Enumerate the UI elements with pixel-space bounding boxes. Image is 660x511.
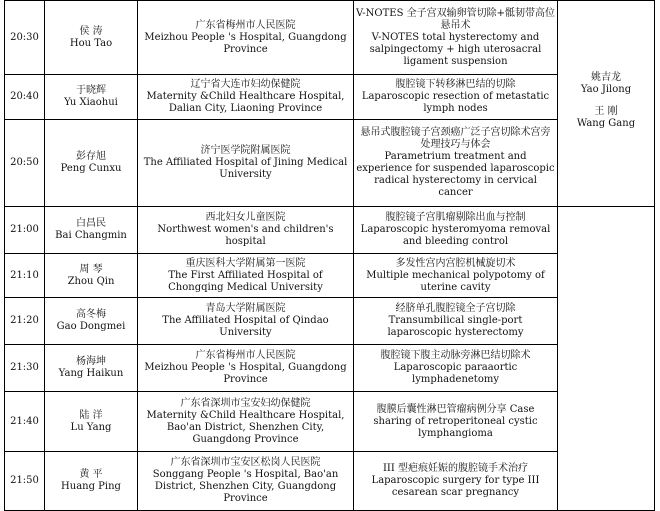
speaker-name-zh: 陆 洋 (79, 409, 103, 421)
speaker-name-zh: 白昌民 (76, 218, 106, 229)
speaker-name-en: Yu Xiaohui (64, 97, 118, 108)
hospital-name-en: Songgang People 's Hospital, Bao'an District, Shenzhen City, Guangdong Province (152, 469, 339, 504)
topic-zh: 腹腔镜下转移淋巴结的切除 (395, 79, 516, 90)
hospital-cell (138, 75, 354, 120)
chair-name-zh: 姚吉龙 (591, 71, 621, 83)
topic-cell (354, 392, 558, 452)
topic-en: Parametrium treatment and experience for suspended laparoscopic radical hysterectomy in cervical cancer (356, 151, 555, 198)
chair-name-en: Wang Gang (576, 117, 636, 129)
hospital-name-en: The Affiliated Hospital of Qindao University (162, 315, 329, 338)
time-cell: 21:00 (5, 207, 45, 254)
speaker-cell (45, 345, 138, 392)
topic-en: Laparoscopic hysteromyoma removal and bleeding control (360, 224, 551, 247)
topic-zh: 腹腔镜下腹主动脉旁淋巴结切除术 (380, 350, 531, 361)
table-row (5, 1, 655, 75)
time-cell: 20:50 (5, 120, 45, 207)
topic-zh: 腹膜后囊性淋巴管瘤病例分享 Case (376, 403, 535, 415)
speaker-cell (45, 120, 138, 207)
topic-zh: 经脐单孔腹腔镜全子宫切除 (395, 303, 516, 314)
hospital-cell (138, 207, 354, 254)
topic-cell (354, 452, 558, 511)
speaker-name-zh: 彭存旭 (76, 151, 106, 162)
table-row (5, 392, 655, 452)
hospital-name-en: The Affiliated Hospital of Jining Medical University (143, 157, 348, 180)
speaker-cell (45, 392, 138, 452)
speaker-cell (45, 298, 138, 345)
topic-cell (354, 120, 558, 207)
speaker-name-zh: 杨海坤 (76, 356, 106, 367)
hospital-name-zh: 西北妇女儿童医院 (205, 212, 286, 223)
topic-cell (354, 254, 558, 298)
topic-en: Transumbilical single-port laparoscopic hysterectomy (387, 315, 524, 338)
topic-zh: 悬吊式腹腔镜子宫颈癌广泛子宫切除术宫旁处理技巧与体会 (360, 127, 551, 150)
hospital-name-zh: 广东省梅州市人民医院 (195, 19, 296, 31)
topic-zh: 腹腔镜子宫肌瘤剔除出血与控制 (385, 212, 526, 223)
table-row (5, 298, 655, 345)
empty-chair-cell (558, 207, 655, 511)
chair-cell (558, 1, 655, 207)
hospital-cell (138, 392, 354, 452)
speaker-name-zh: 高冬梅 (76, 309, 106, 320)
chair-name-en: Yao Jilong (580, 83, 632, 95)
hospital-cell (138, 254, 354, 298)
speaker-name-zh: 黄 平 (79, 469, 103, 480)
topic-zh: III 型疤痕妊娠的腹腔镜手术治疗 (382, 463, 529, 474)
topic-en: Laparoscopic paraaortic lymphadenetomy (393, 362, 518, 385)
speaker-name-en: Peng Cunxu (60, 163, 122, 174)
time-cell: 21:10 (5, 254, 45, 298)
hospital-name-en: The First Affiliated Hospital of Chongqing Medical University (168, 269, 323, 293)
speaker-name-en: Yang Haikun (58, 368, 124, 379)
speaker-name-zh: 周 琴 (79, 263, 103, 275)
hospital-name-zh: 广东省梅州市人民医院 (195, 350, 296, 361)
chair-name-zh: 王 刚 (594, 105, 618, 117)
topic-cell (354, 345, 558, 392)
hospital-name-zh: 广东省深圳市宝安区松岗人民医院 (170, 457, 321, 468)
hospital-name-en: Maternity &Child Healthcare Hospital, Dalian City, Liaoning Province (146, 91, 345, 114)
time-cell: 20:30 (5, 1, 45, 75)
speaker-cell (45, 75, 138, 120)
hospital-name-zh: 青岛大学附属医院 (205, 303, 286, 314)
speaker-name-en: Zhou Qin (67, 275, 115, 287)
hospital-name-en: Maternity &Child Healthcare Hospital, Bao'an District, Shenzhen City, Guangdong Province (146, 409, 345, 445)
topic-cell (354, 75, 558, 120)
topic-cell (354, 207, 558, 254)
hospital-name-zh: 重庆医科大学附属第一医院 (185, 257, 306, 269)
hospital-cell (138, 1, 354, 75)
time-cell: 20:40 (5, 75, 45, 120)
schedule-table (4, 0, 655, 511)
table-row (5, 75, 655, 120)
topic-en: sharing of retroperitoneal cystic lymphangioma (373, 415, 538, 439)
time-cell: 21:50 (5, 452, 45, 511)
time-cell: 21:20 (5, 298, 45, 345)
hospital-name-zh: 广东省深圳市宝安妇幼保健院 (180, 397, 311, 409)
topic-en: Multiple mechanical polypotomy of uterine cavity (366, 269, 545, 293)
speaker-name-en: Hou Tao (69, 37, 113, 49)
hospital-name-en: Meizhou People 's Hospital, Guangdong Province (144, 31, 347, 55)
speaker-name-en: Bai Changmin (55, 230, 127, 241)
table-row (5, 452, 655, 511)
speaker-name-zh: 侯 涛 (79, 25, 103, 37)
hospital-cell (138, 452, 354, 511)
hospital-cell (138, 298, 354, 345)
table-row (5, 345, 655, 392)
speaker-cell (45, 207, 138, 254)
hospital-cell (138, 120, 354, 207)
table-row (5, 120, 655, 207)
topic-en: V-NOTES total hysterectomy and salpingectomy + high uterosacral ligament suspension (369, 31, 542, 67)
hospital-name-en: Northwest women's and children's hospital (157, 224, 334, 247)
hospital-name-zh: 济宁医学院附属医院 (200, 145, 291, 156)
table-row (5, 207, 655, 254)
speaker-cell (45, 1, 138, 75)
topic-zh: V-NOTES 全子宫双输卵管切除+骶韧带高位悬吊术 (356, 7, 556, 31)
speaker-name-en: Huang Ping (61, 481, 121, 492)
time-cell: 21:40 (5, 392, 45, 452)
speaker-name-zh: 于晓辉 (76, 85, 106, 96)
hospital-cell (138, 345, 354, 392)
hospital-name-zh: 辽宁省大连市妇幼保健院 (190, 79, 301, 90)
topic-cell (354, 1, 558, 75)
table-row (5, 254, 655, 298)
speaker-cell (45, 452, 138, 511)
time-cell: 21:30 (5, 345, 45, 392)
hospital-name-en: Meizhou People 's Hospital, Guangdong Province (144, 362, 347, 385)
topic-cell (354, 298, 558, 345)
topic-en: Laparoscopic resection of metastatic lymph nodes (361, 91, 550, 114)
speaker-name-en: Gao Dongmei (56, 321, 126, 332)
speaker-cell (45, 254, 138, 298)
speaker-name-en: Lu Yang (70, 421, 112, 433)
topic-zh: 多发性宫内宫腔机械旋切术 (395, 257, 516, 269)
topic-en: Laparoscopic surgery for type III cesarean scar pregnancy (371, 475, 540, 498)
